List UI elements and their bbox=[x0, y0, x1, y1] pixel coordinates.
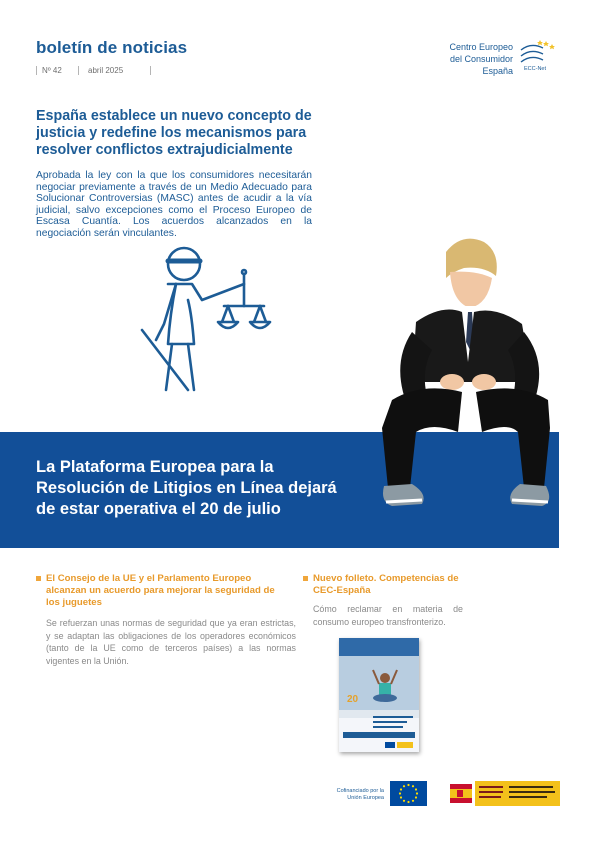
news-body: Se refuerzan unas normas de seguridad que ya eran estrictas, y se adaptan las obligaciones de los operadores económicos (tanto de la UE como de terceros países) a las normas vigentes en la Unión. bbox=[46, 618, 296, 667]
boy-photo bbox=[372, 232, 552, 522]
justice-scales-icon bbox=[136, 244, 276, 392]
bullet-icon bbox=[303, 576, 308, 581]
logo-line: España bbox=[482, 66, 513, 76]
logo-line: Centro Europeo bbox=[449, 42, 513, 52]
feature-title[interactable]: La Plataforma Europea para la Resolución de Litigios en Línea dejará de estar operativa el 20 de julio bbox=[36, 458, 337, 518]
meta-divider bbox=[36, 66, 37, 75]
lead-article-title[interactable]: España establece un nuevo concepto de justicia y redefine los mecanismos para resolver conflictos extrajudicialmente bbox=[36, 108, 312, 158]
cec-logo-text[interactable] bbox=[403, 41, 513, 77]
meta-divider bbox=[150, 66, 151, 75]
government-logo bbox=[447, 781, 560, 806]
meta-divider bbox=[78, 66, 79, 75]
logo-line: del Consumidor bbox=[449, 54, 513, 64]
ecc-net-logo-icon bbox=[517, 38, 557, 78]
issue-date: abril 2025 bbox=[88, 66, 124, 75]
brochure-cover-image[interactable] bbox=[339, 638, 419, 752]
news-title[interactable]: Nuevo folleto. Competencias de CEC-España bbox=[313, 573, 459, 596]
news-body: Cómo reclamar en materia de consumo europeo transfronterizo. bbox=[313, 604, 463, 627]
lead-article-body: Aprobada la ley con la que los consumidores necesitarán negociar previamente a través de un Medio Adecuado para Solucionar Controversias (MASC) antes de acudir a la vía judicial, salvo excepciones como el Proceso Europeo de Escasa Cuantía. Los acuerdos alcanzados en la negociación serán vinculantes. bbox=[36, 170, 312, 239]
newsletter-title: boletín de noticias bbox=[36, 38, 188, 57]
issue-number: Nº 42 bbox=[42, 66, 62, 75]
cofinance-label: Cofinanciado por la Unión Europea bbox=[336, 788, 384, 801]
svg-text:20: 20 bbox=[347, 694, 359, 705]
eu-flag-icon bbox=[390, 781, 427, 806]
bullet-icon bbox=[36, 576, 41, 581]
ecc-net-label: ECC-Net bbox=[524, 66, 547, 72]
news-title[interactable]: El Consejo de la UE y el Parlamento Europeo alcanzan un acuerdo para mejorar la seguridad de los juguetes bbox=[46, 573, 275, 608]
